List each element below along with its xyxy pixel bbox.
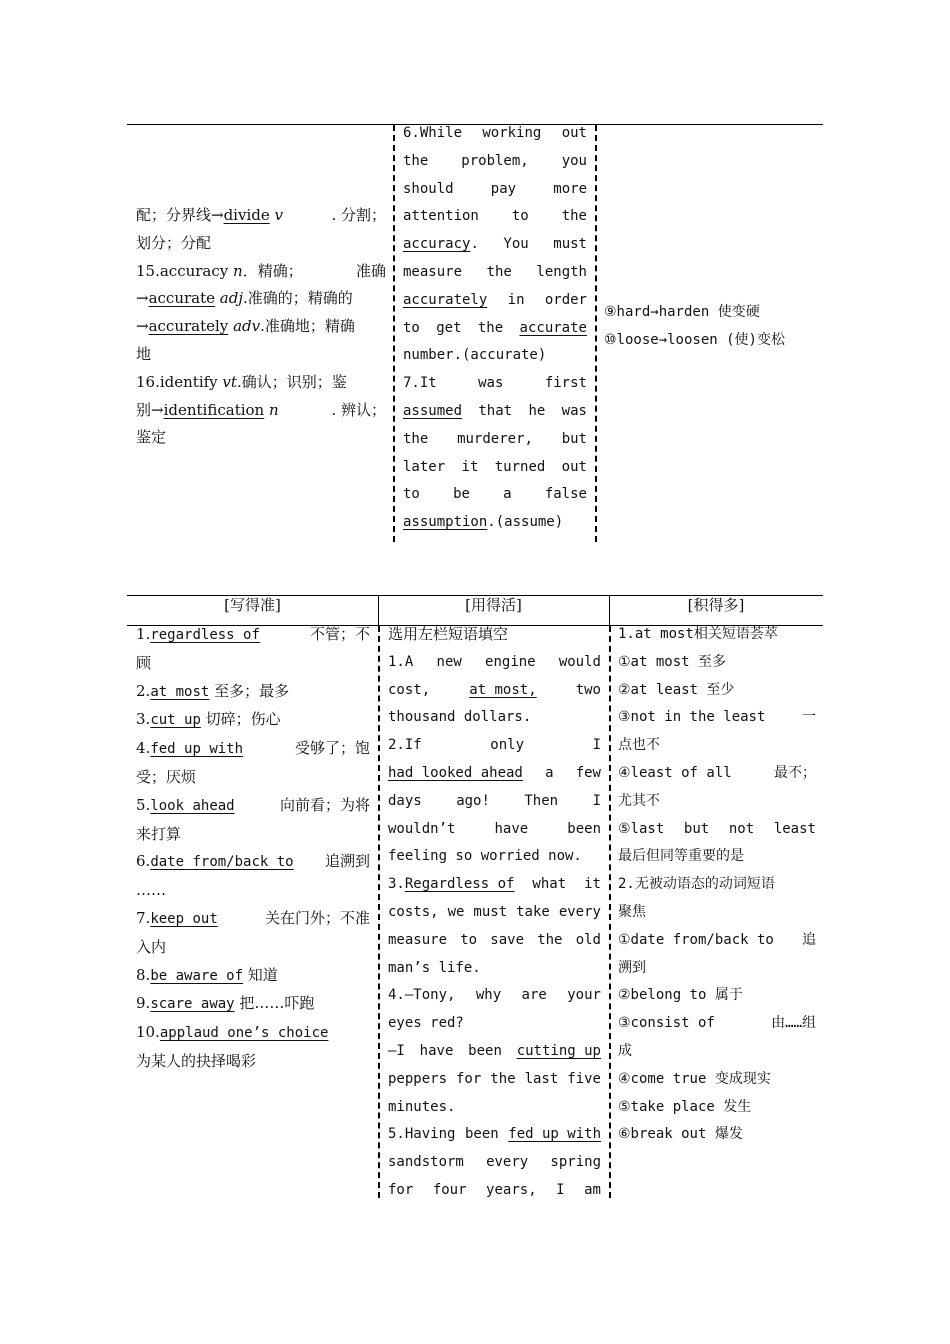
phrase-line: 1.regardless of 不管；不: [136, 625, 370, 643]
exercise-line: 5.Having been fed up with: [388, 1126, 601, 1143]
note-line: ⑥break out 爆发: [618, 1126, 743, 1143]
note-line: ②belong to 属于: [618, 987, 743, 1004]
exercise-line: feeling so worried now.: [388, 848, 582, 865]
table2-col1: [136, 621, 370, 1076]
exercise-line: peppers for the last five: [388, 1070, 601, 1087]
sentence-line: attention to the: [403, 208, 587, 225]
note-line: 点也不: [618, 737, 660, 754]
sentence-line: accuracy. You must: [403, 236, 587, 253]
table1-col1: [136, 202, 386, 452]
note-line: ③consist of 由……组: [618, 1015, 816, 1032]
word-divide-line: 配；分界线→divide v . 分割；: [136, 206, 386, 224]
phrase-line: 为某人的抉择喝彩: [136, 1051, 257, 1070]
exercise-line: wouldn’t have been: [388, 820, 601, 837]
phrase-line: 4.fed up with 受够了；饱: [136, 739, 370, 758]
exercise-line: days ago! Then I: [388, 792, 601, 809]
phrase-line: 7.keep out 关在门外；不准: [136, 908, 370, 927]
exercise-line: for four years, I am: [388, 1181, 601, 1198]
word-accurate-line: →accurate adj.准确的；精确的: [136, 289, 353, 308]
note-line: 1.at most相关短语荟萃: [618, 626, 778, 642]
exercise-line: costs, we must take every: [388, 903, 601, 920]
table2-col2: [388, 621, 601, 1205]
exercise-line: man’s life.: [388, 959, 481, 976]
note-line: ①date from/back to 追: [618, 931, 816, 948]
note-line: ⑤take place 发生: [618, 1098, 752, 1115]
exercise-line: cost, at most, two: [388, 681, 601, 698]
table2-divider-1: [378, 626, 380, 1198]
header-write: [写得准]: [224, 596, 281, 614]
sentence-line: the problem, you: [403, 152, 587, 169]
phrase-line: 顾: [136, 653, 152, 672]
phrase-line: 入内: [136, 937, 167, 956]
text-line: 鉴定: [136, 428, 167, 447]
exercise-line: eyes red?: [388, 1015, 464, 1032]
table1-divider-2: [595, 125, 597, 542]
note-line: ③not in the least 一: [618, 709, 816, 726]
phrase-line: 8.be aware of 知道: [136, 965, 278, 984]
sentence-line: later it turned out: [403, 458, 587, 475]
word-accuracy-line: 15.accuracy n．精确； 准确: [136, 261, 386, 280]
phrase-line: 受；厌烦: [136, 767, 197, 786]
word-identify-line: 16.identify vt.确认；识别；鉴: [136, 372, 347, 391]
table2-col3: [618, 621, 816, 1149]
note-line: 聚焦: [618, 903, 646, 920]
text-line: 地: [136, 344, 152, 363]
note-line: ②at least 至少: [618, 681, 735, 698]
text-line: 划分；分配: [136, 233, 212, 252]
note-line: 尤其不: [618, 792, 660, 809]
sentence-line: 7.It was first: [403, 375, 587, 392]
exercise-line: had looked ahead a few: [388, 764, 601, 781]
sentence-line: to be a false: [403, 486, 587, 503]
exercise-line: 2.If only I: [388, 737, 601, 754]
sentence-line: assumption.(assume): [403, 514, 564, 531]
phrase-line: 10.applaud one’s choice: [136, 1023, 329, 1042]
sentence-line: should pay more: [403, 180, 587, 197]
phrase-line: 来打算: [136, 824, 182, 843]
note-line: 2.无被动语态的动词短语: [618, 876, 775, 893]
header-use: [用得活]: [465, 596, 522, 614]
table1-col3: [604, 299, 819, 355]
note-line: 成: [618, 1042, 632, 1059]
phrase-line: 9.scare away 把……吓跑: [136, 994, 315, 1013]
exercise-line: measure to save the old: [388, 931, 601, 948]
sentence-line: the murderer, but: [403, 430, 587, 447]
table2-divider-2: [609, 626, 611, 1198]
sentence-line: assumed that he was: [403, 402, 587, 419]
exercise-line: 选用左栏短语填空: [388, 625, 509, 643]
header-accumulate: [积得多]: [687, 596, 745, 614]
exercise-line: —I have been cutting up: [388, 1042, 601, 1059]
exercise-line: thousand dollars.: [388, 709, 532, 726]
note-line: ⑤last but not least: [618, 820, 816, 837]
note-line: ⑨hard→harden 使变硬: [604, 304, 760, 320]
note-line: 最后但同等重要的是: [618, 848, 744, 865]
note-line: ④least of all 最不；: [618, 764, 816, 781]
exercise-line: minutes.: [388, 1098, 456, 1115]
sentence-line: accurately in order: [403, 291, 587, 308]
note-line: ⑩loose→loosen (使)变松: [604, 331, 785, 348]
table1-col2: [403, 120, 587, 537]
note-line: ④come true 变成现实: [618, 1070, 771, 1087]
exercise-line: 4.—Tony, why are your: [388, 987, 601, 1004]
phrase-line: 2.at most 至多；最多: [136, 681, 290, 700]
sentence-line: 6.While working out: [403, 125, 587, 141]
phrase-line: 5.look ahead 向前看；为将: [136, 795, 370, 814]
exercise-line: 3.Regardless of what it: [388, 876, 601, 893]
sentence-line: to get the accurate: [403, 319, 587, 336]
sentence-line: measure the length: [403, 263, 587, 280]
note-line: 溯到: [618, 959, 646, 976]
phrase-line: ……: [136, 881, 166, 900]
word-identification-line: 别→identification n . 辨认；: [136, 400, 386, 419]
table1-divider-1: [393, 125, 395, 542]
sentence-line: number.(accurate): [403, 347, 547, 364]
phrase-line: 3.cut up 切碎；伤心: [136, 710, 281, 729]
exercise-line: 1.A new engine would: [388, 653, 601, 670]
exercise-line: sandstorm every spring: [388, 1154, 601, 1171]
phrase-line: 6.date from/back to 追溯到: [136, 852, 370, 871]
note-line: ①at most 至多: [618, 653, 726, 670]
word-accurately-line: →accurately adv.准确地；精确: [136, 317, 355, 336]
